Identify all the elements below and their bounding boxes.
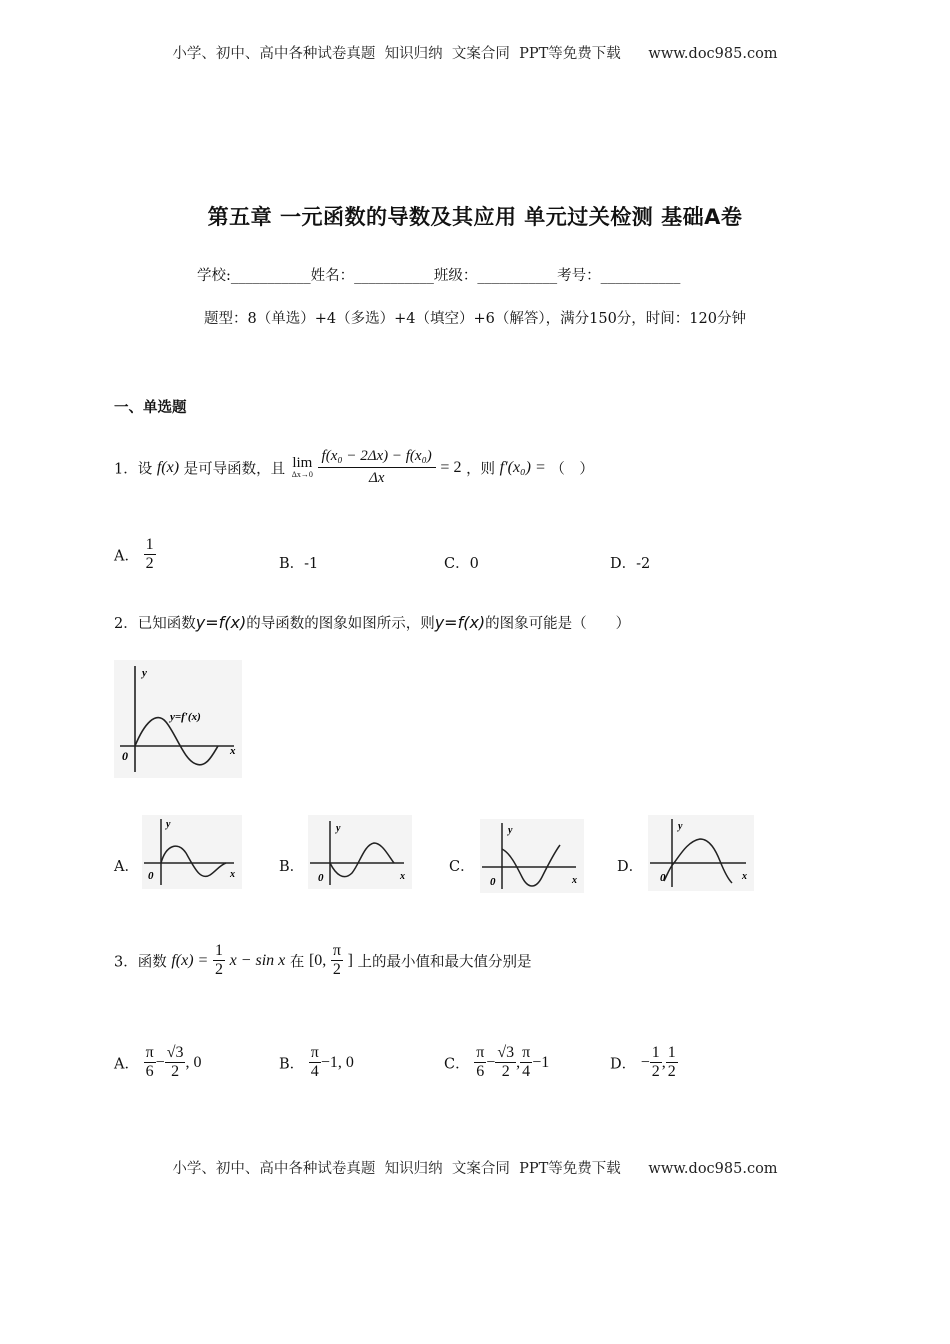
q2-option-c-label[interactable]: C． <box>449 859 475 875</box>
q3-a-f1d: 6 <box>145 1063 154 1081</box>
q3-half-num: 1 <box>213 942 225 961</box>
graph-x-label: x <box>572 875 577 886</box>
q3-c-f3d: 4 <box>522 1063 531 1081</box>
page-header: 小学、初中、高中各种试卷真题 知识归纳 文案合同 PPT等免费下载 www.doc985.com <box>172 46 778 62</box>
page-footer: 小学、初中、高中各种试卷真题 知识归纳 文案合同 PPT等免费下载 www.doc985.com <box>172 1161 778 1177</box>
q1-fx: f(x) <box>156 458 180 476</box>
question-3 <box>114 942 532 980</box>
graph-curve-label: y=f′(x) <box>170 711 201 723</box>
q2-y-eq-2: y=f(x) <box>434 613 486 632</box>
q1-option-a[interactable] <box>114 536 156 574</box>
q1-mid: 是可导函数，且 <box>183 461 286 478</box>
q1-option-d[interactable] <box>610 552 650 573</box>
q3-interval-close: ] <box>347 951 353 969</box>
graph-x-label: x <box>230 745 236 757</box>
q3-two: 2 <box>332 961 341 979</box>
q3-option-c[interactable] <box>444 1044 549 1082</box>
q3-option-a-label: A． <box>114 1056 139 1073</box>
q3-interval-open: [0, <box>308 951 327 969</box>
q3-at: 在 <box>289 954 305 971</box>
q1-option-a-den: 2 <box>145 555 154 573</box>
q2-option-a-graph[interactable] <box>142 815 242 889</box>
q1-option-a-fraction <box>144 536 156 574</box>
graph-x-label: x <box>400 871 405 882</box>
q1-number: 1．设 <box>114 461 153 478</box>
q3-a-frac1 <box>144 1044 156 1082</box>
q1-denominator: Δx <box>368 470 385 487</box>
q3-c-frac3 <box>520 1044 532 1082</box>
q3-a-minus: − <box>155 1053 165 1071</box>
q2-option-d-label[interactable]: D． <box>617 859 644 875</box>
q3-func-rhs: x − sin x <box>229 951 286 969</box>
q1-equals: = 2 <box>440 458 462 476</box>
student-info-fields: 学校:___________姓名：___________班级：___________考号：___________ <box>197 268 681 284</box>
q3-c-f2d: 2 <box>501 1063 510 1081</box>
q1-option-a-num: 1 <box>144 536 156 555</box>
q3-interval-fraction <box>331 942 343 980</box>
q3-d-f2n: 1 <box>666 1044 678 1063</box>
q3-c-f1d: 6 <box>476 1063 485 1081</box>
q3-half-den: 2 <box>214 961 223 979</box>
q3-option-a[interactable] <box>114 1044 201 1082</box>
q3-c-frac2 <box>495 1044 516 1082</box>
q1-option-d-label: D． <box>610 556 637 572</box>
graph-origin-label: 0 <box>490 876 496 888</box>
question-2 <box>114 612 630 633</box>
graph-y-label: y <box>336 823 341 834</box>
q1-option-c[interactable] <box>444 552 479 573</box>
q2-derivative-graph <box>114 660 242 778</box>
q3-b-tail: −1, 0 <box>320 1053 354 1071</box>
q3-a-f1n: π <box>144 1044 156 1063</box>
q3-pi: π <box>331 942 343 961</box>
q3-number: 3．函数 <box>114 954 167 971</box>
graph-origin-label: 0 <box>148 870 154 882</box>
q3-c-minus: − <box>486 1053 496 1071</box>
graph-background <box>142 815 242 889</box>
q2-end: 的图象可能是（ ） <box>485 616 631 632</box>
q2-option-c-graph[interactable] <box>480 819 584 893</box>
q1-option-b-value: -1 <box>304 556 319 572</box>
q1-limit-fraction <box>318 446 436 490</box>
q3-b-f1n: π <box>309 1044 321 1063</box>
q3-d-f1n: 1 <box>650 1044 662 1063</box>
q1-lim-text: lim <box>292 455 313 472</box>
q3-b-frac1 <box>309 1044 321 1082</box>
q3-option-d[interactable] <box>610 1044 678 1082</box>
q3-func-lhs: f(x) = <box>171 951 209 969</box>
q1-lim-sub: Δx→0 <box>291 470 313 480</box>
q2-option-b-graph[interactable] <box>308 815 412 889</box>
q3-d-minus: − <box>640 1053 650 1071</box>
q3-half-fraction <box>213 942 225 980</box>
graph-origin-label: 0 <box>660 872 666 884</box>
q3-a-tail: , 0 <box>185 1053 202 1071</box>
q3-option-c-label: C． <box>444 1056 470 1073</box>
q3-option-d-label: D． <box>610 1056 637 1073</box>
q1-limit <box>292 456 313 479</box>
q2-mid: 的导函数的图象如图所示，则 <box>246 616 435 632</box>
graph-background <box>480 819 584 893</box>
q3-c-tail: −1 <box>532 1053 550 1071</box>
graph-y-label: y <box>166 819 171 830</box>
q2-y-eq: y=f(x) <box>195 613 247 632</box>
q3-option-b[interactable] <box>279 1044 354 1082</box>
q1-option-d-value: -2 <box>636 556 651 572</box>
q3-c-f3n: π <box>520 1044 532 1063</box>
graph-origin-label: 0 <box>318 872 324 884</box>
q2-option-d-graph[interactable] <box>648 815 754 891</box>
page-title: 第五章 一元函数的导数及其应用 单元过关检测 基础A卷 <box>207 205 743 229</box>
q3-d-frac2 <box>666 1044 678 1082</box>
q3-option-b-label: B． <box>279 1056 305 1073</box>
graph-x-label: x <box>230 869 235 880</box>
q3-c-f2n: √3 <box>495 1044 516 1063</box>
q1-option-b-label: B． <box>279 556 305 572</box>
graph-origin-label: 0 <box>122 749 128 763</box>
q2-number: 2．已知函数 <box>114 616 196 632</box>
question-type-summary: 题型：8（单选）+4（多选）+4（填空）+6（解答），满分150分，时间：120分钟 <box>204 311 746 327</box>
question-1 <box>114 446 594 490</box>
q3-d-f2d: 2 <box>667 1063 676 1081</box>
q1-blank: （ ） <box>550 461 594 478</box>
q1-option-c-value: 0 <box>469 556 479 572</box>
q3-d-f1d: 2 <box>651 1063 660 1081</box>
graph-background <box>308 815 412 889</box>
q1-then: ，则 <box>466 461 496 478</box>
q3-a-frac2 <box>165 1044 186 1082</box>
q3-a-f2n: √3 <box>165 1044 186 1063</box>
q3-b-f1d: 4 <box>310 1063 319 1081</box>
q2-option-b-label[interactable]: B． <box>279 859 305 875</box>
q3-c-frac1 <box>474 1044 486 1082</box>
q3-a-f2d: 2 <box>171 1063 180 1081</box>
q3-c-comma: , <box>516 1053 521 1071</box>
q3-c-f1n: π <box>474 1044 486 1063</box>
q2-option-a-label[interactable]: A． <box>114 859 139 875</box>
q1-numerator: f(x₀ − 2Δx) − f(x₀) <box>318 446 436 468</box>
q3-d-comma: , <box>661 1053 666 1071</box>
q1-fprime: f′(x₀) = <box>499 458 546 476</box>
graph-y-label: y <box>678 821 683 832</box>
q1-option-b[interactable] <box>279 552 318 573</box>
q3-end: 上的最小值和最大值分别是 <box>357 954 532 971</box>
graph-y-label: y <box>142 667 147 679</box>
section-heading-single-choice: 一、单选题 <box>114 399 187 416</box>
graph-x-label: x <box>742 871 747 882</box>
q3-d-frac1 <box>650 1044 662 1082</box>
q1-option-a-label: A． <box>114 548 139 565</box>
graph-y-label: y <box>508 825 513 836</box>
q1-option-c-label: C． <box>444 556 470 572</box>
